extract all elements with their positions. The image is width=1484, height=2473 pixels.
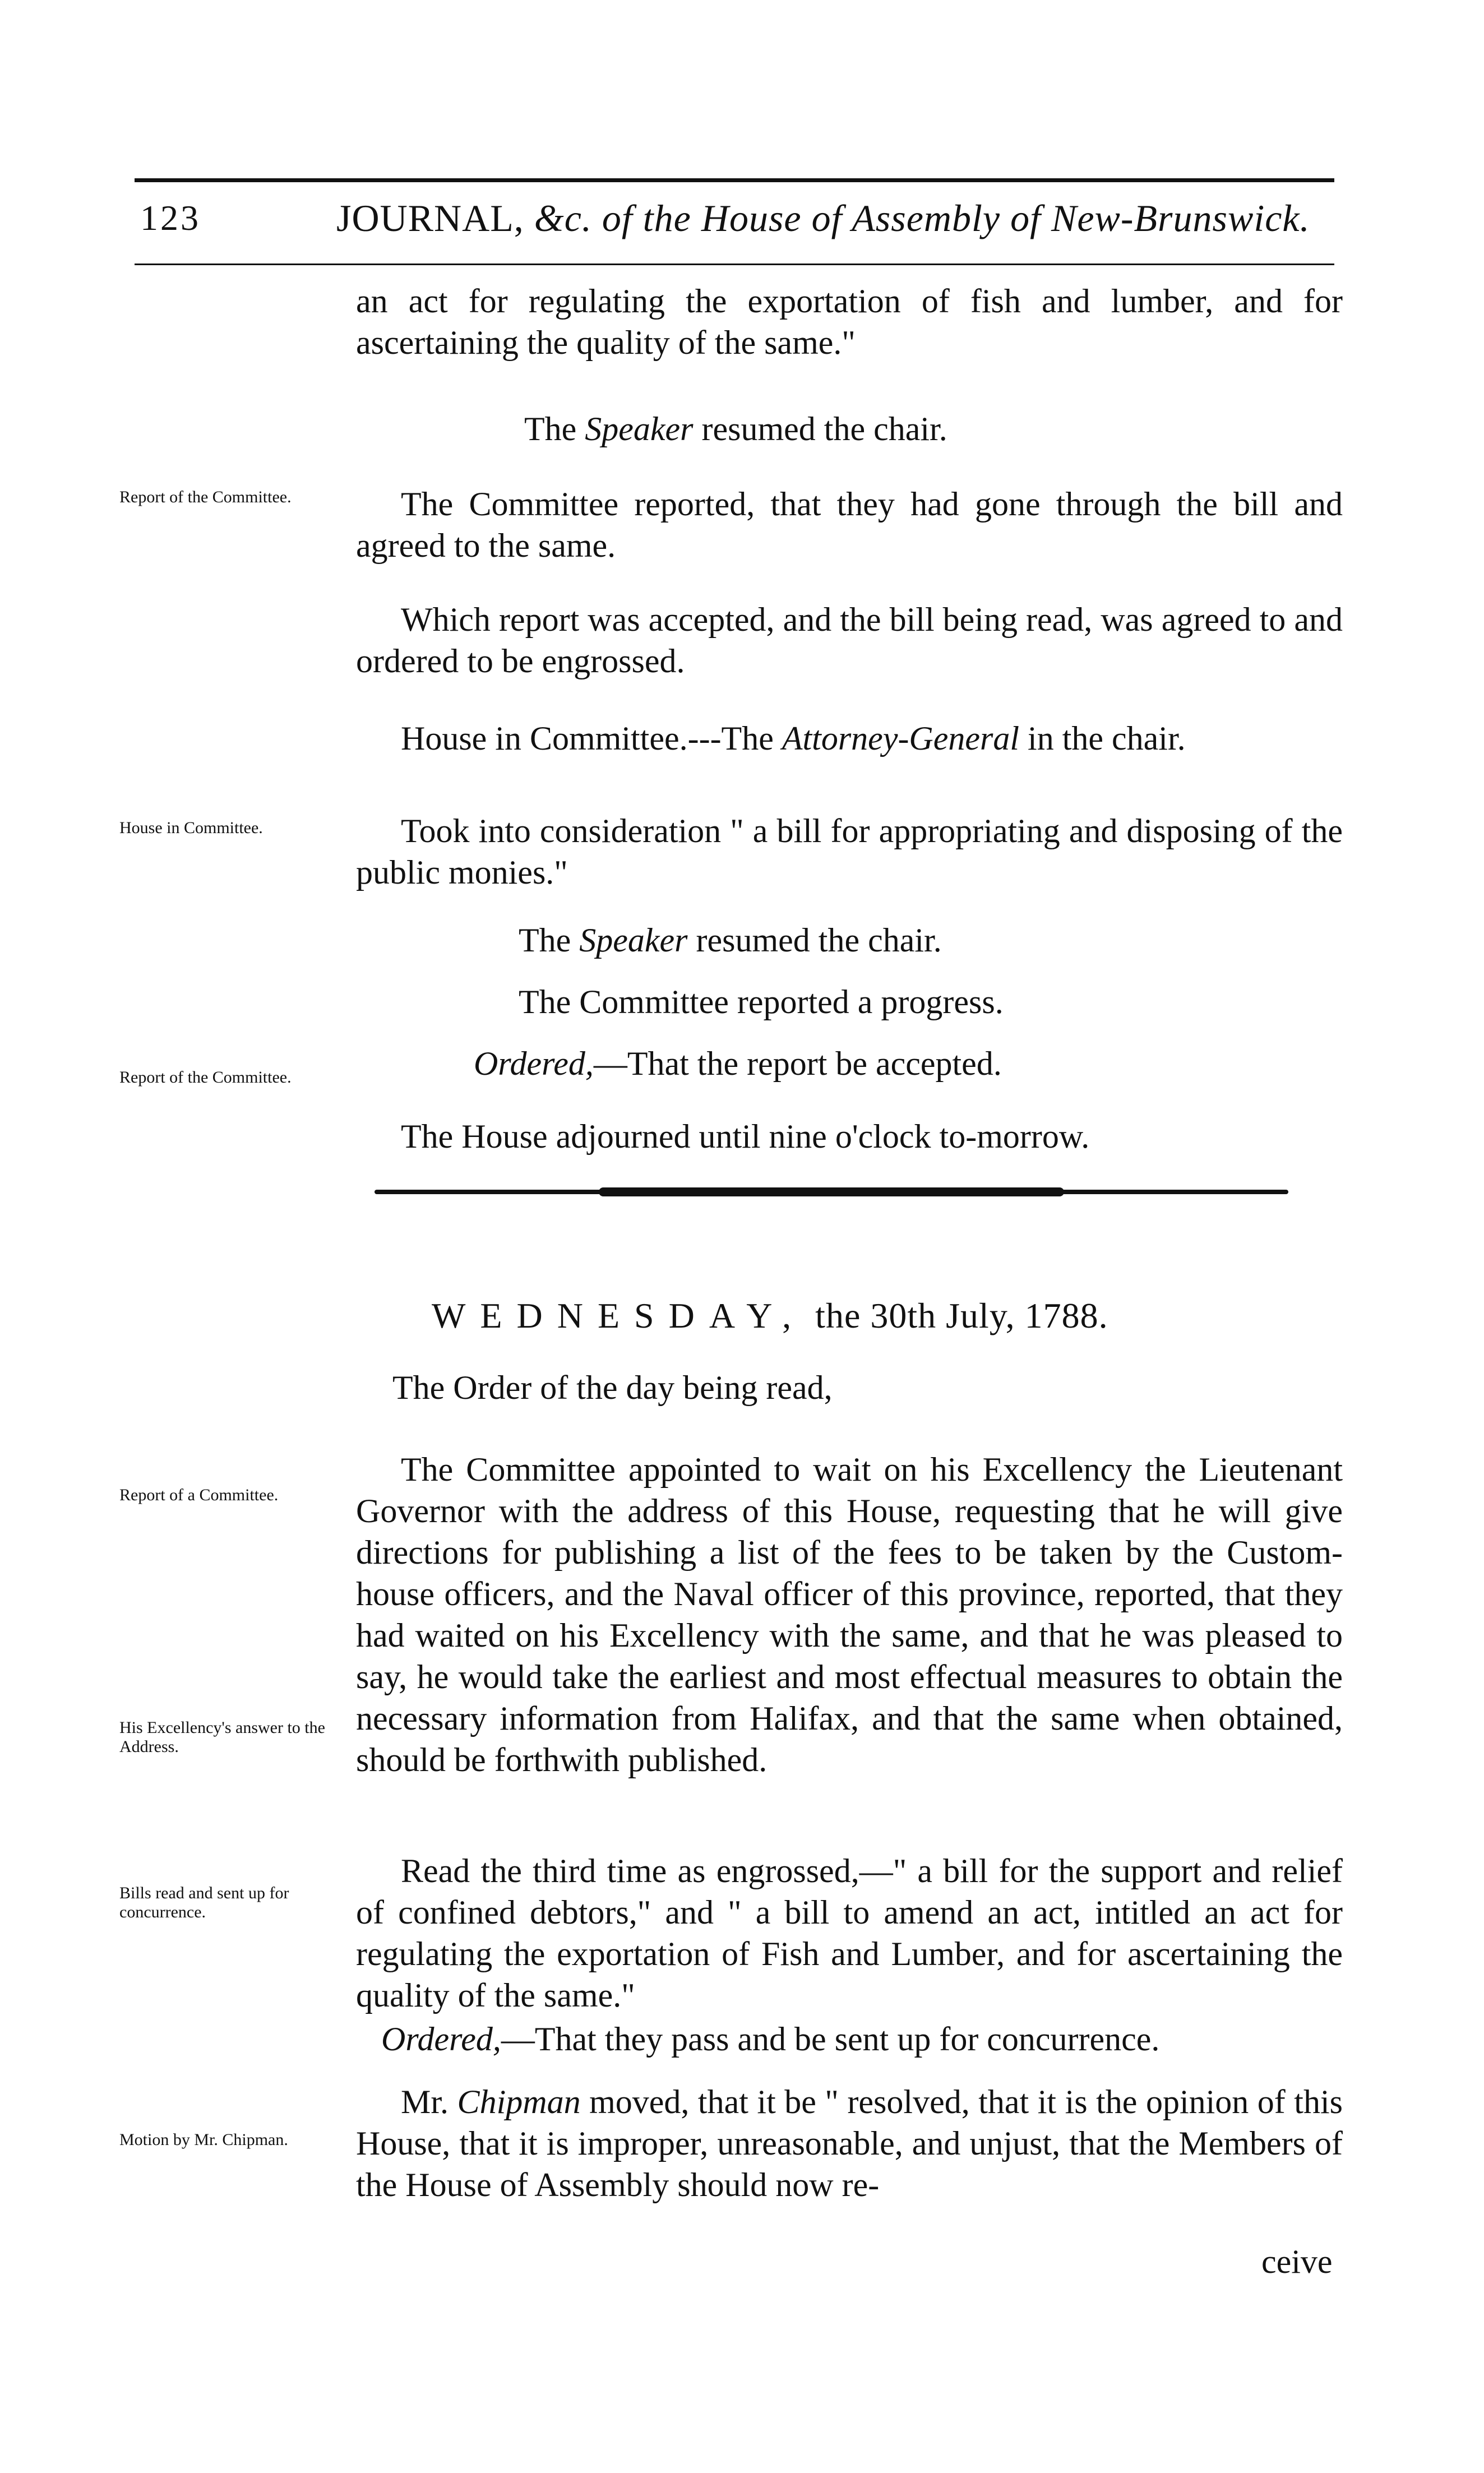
ordered-word: Ordered, <box>474 1045 594 1082</box>
ordered-report-accepted <box>474 1043 1002 1084</box>
header-house-title: &c. of the House of Assembly of New-Brunswick. <box>534 197 1310 239</box>
header-top-rule <box>135 178 1334 182</box>
paragraph-fees-address: The Committee appointed to wait on his Excellency the Lieutenant Governor with the address of this House, requesting that he will give directions for publishing a list of the fees to be taken by the Custom-house officers, and the Naval officer of this province, reported, that they had waited on his Excellency with the same, and that he was pleased to say, he would take the earliest and most effectual measures to obtain the necessary information from Halifax, and that the same when obtained, should be forthwith published. <box>356 1451 1343 1778</box>
paragraph-chipman-motion <box>356 2081 1343 2206</box>
motion-name: Chipman <box>457 2083 581 2120</box>
house-adjourned-line: The House adjourned until nine o'clock to-morrow. <box>401 1118 1090 1155</box>
paragraph-report-accepted: Which report was accepted, and the bill being read, was agreed to and ordered to be engrossed. <box>356 601 1343 680</box>
running-header <box>336 196 1310 241</box>
speaker-post: resumed the chair. <box>693 410 947 447</box>
catchword: ceive <box>1261 2243 1333 2280</box>
committee-progress-line: The Committee reported a progress. <box>519 983 1004 1020</box>
committee-post: in the chair. <box>1019 720 1186 757</box>
header-journal: JOURNAL, <box>336 197 524 239</box>
margin-note-motion-chipman: Motion by Mr. Chipman. <box>119 2130 288 2149</box>
paragraph-committee-report: The Committee reported, that they had gone through the bill and agreed to the same. <box>356 486 1343 564</box>
speaker-post-2: resumed the chair. <box>687 922 942 959</box>
house-in-committee-line <box>401 718 1186 759</box>
ordered-text-2: —That they pass and be sent up for concurrence. <box>501 2021 1160 2058</box>
page-number: 123 <box>140 198 201 238</box>
motion-post: moved, that it be " resolved, that it is the opinion of this House, that it is improper, unreasonable, and unjust, that the Members of the House of Assembly should now re- <box>356 2083 1343 2203</box>
order-of-day-line: The Order of the day being read, <box>392 1369 833 1406</box>
day-name: WEDNESDAY, <box>432 1296 806 1335</box>
day-heading <box>432 1295 1108 1337</box>
margin-note-house-committee: House in Committee. <box>119 819 263 837</box>
speaker-word: Speaker <box>585 410 694 447</box>
paragraph-public-monies: Took into consideration " a bill for appropriating and disposing of the public monies." <box>356 812 1343 891</box>
speaker-resumed-line <box>524 408 947 450</box>
section-divider <box>375 1190 1288 1194</box>
ordered-text: —That the report be accepted. <box>593 1045 1002 1082</box>
motion-pre: Mr. <box>401 2083 457 2120</box>
speaker-word-2: Speaker <box>579 922 688 959</box>
speaker-pre: The <box>524 410 585 447</box>
paragraph-third-reading: Read the third time as engrossed,—" a bill for the support and relief of confined debtors," and " a bill to amend an act, intitled an act for regulating the exportation of Fish and Lumber, and for ascertaining the quality of the same." <box>356 1852 1343 2014</box>
day-date: the 30th July, 1788. <box>806 1296 1108 1335</box>
margin-note-report-committee-2: Report of the Committee. <box>119 1068 292 1087</box>
margin-note-report-committee-1: Report of the Committee. <box>119 488 292 506</box>
margin-note-bills-sent: Bills read and sent up for concurrence. <box>119 1884 289 1921</box>
margin-note-report-a-committee: Report of a Committee. <box>119 1486 279 1504</box>
ordered-word-2: Ordered, <box>381 2021 501 2058</box>
speaker-pre-2: The <box>519 922 580 959</box>
committee-role: Attorney-General <box>782 720 1020 757</box>
paragraph-bill-continuation: an act for regulating the exportation of fish and lumber, and for ascertaining the quality of the same." <box>356 283 1343 361</box>
speaker-resumed-line-2 <box>519 919 942 961</box>
header-under-rule <box>135 264 1334 265</box>
ordered-pass-concurrence <box>381 2018 1159 2060</box>
margin-note-excellency-answer: His Excellency's answer to the Address. <box>119 1718 325 1756</box>
committee-pre: House in Committee.---The <box>401 720 782 757</box>
